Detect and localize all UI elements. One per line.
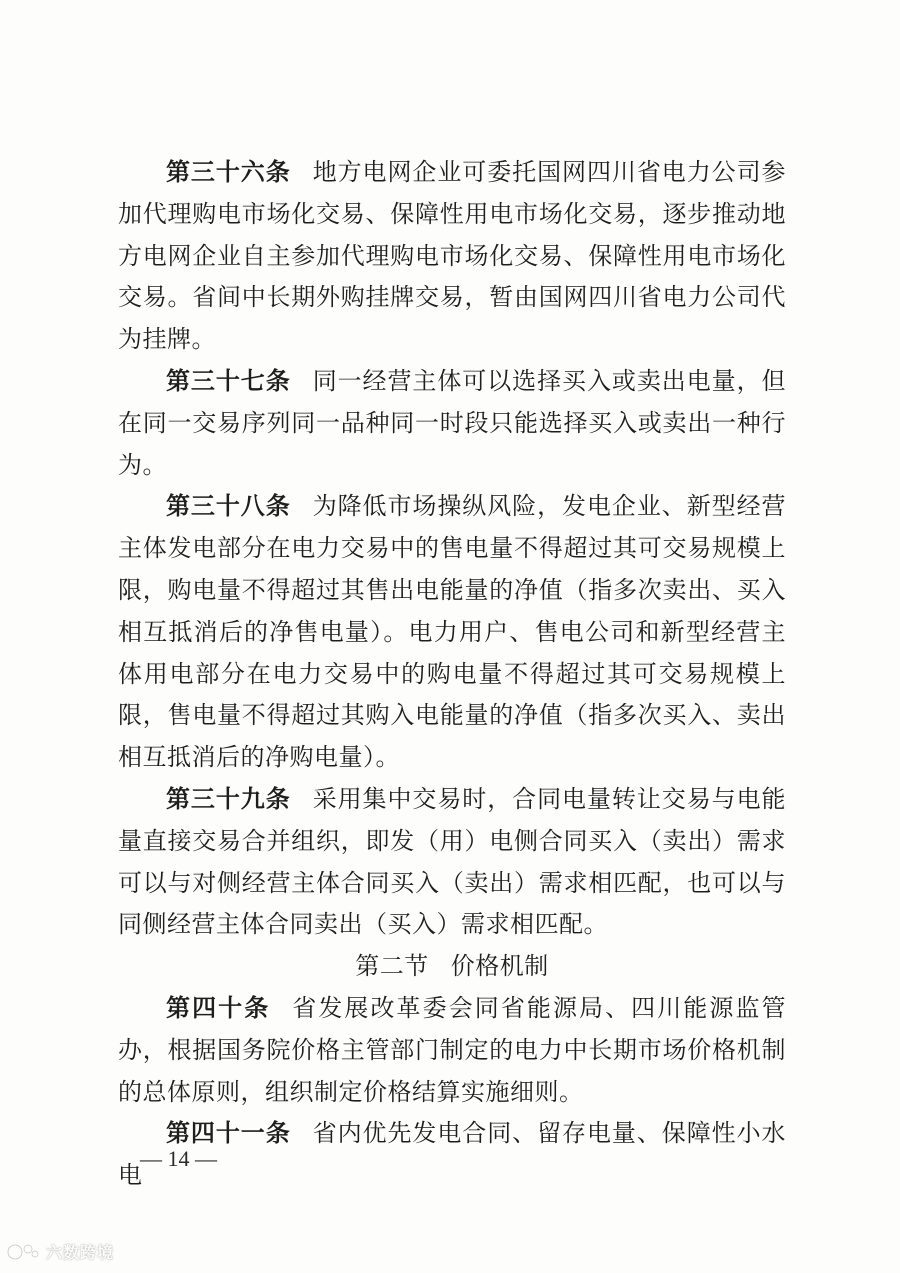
page-number: — 14 — [140, 1146, 217, 1171]
article-39 [118, 779, 786, 946]
article-text: 采用集中交易时，合同电量转让交易与电能量直接交易合并组织，即发（用）电侧合同买入（卖出）需求可以与对侧经营主体合同买入（卖出）需求相匹配，也可以与同侧经营主体合同卖出（买入）需求相匹配。 [118, 784, 787, 939]
article-text: 地方电网企业可委托国网四川省电力公司参加代理购电市场化交易、保障性用电市场化交易，逐步推动地方电网企业自主参加代理购电市场化交易、保障性用电市场化交易。省间中长期外购挂牌交易，暂由国网四川省电力公司代为挂牌。 [118, 158, 787, 354]
article-label: 第三十七条 [166, 366, 291, 395]
section-title: 价格机制 [450, 952, 549, 981]
article-label: 第三十九条 [166, 784, 291, 813]
watermark-text: 六数跨境 [46, 1243, 115, 1262]
article-36 [118, 152, 786, 361]
watermark-logo-icon [6, 1242, 40, 1262]
watermark [6, 1240, 114, 1263]
article-label: 第四十条 [166, 993, 271, 1022]
article-40 [118, 988, 786, 1113]
article-label: 第四十一条 [166, 1119, 291, 1148]
document-body [118, 152, 786, 1197]
section-heading [118, 946, 786, 988]
section-number: 第二节 [355, 952, 429, 981]
article-text: 同一经营主体可以选择买入或卖出电量，但在同一交易序列同一品种同一时段只能选择买入或卖出一种行为。 [118, 366, 787, 479]
article-38 [118, 486, 786, 779]
article-text: 省发展改革委会同省能源局、四川能源监管办，根据国务院价格主管部门制定的电力中长期市场价格机制的总体原则，组织制定价格结算实施细则。 [118, 993, 787, 1106]
article-label: 第三十六条 [166, 158, 291, 186]
article-37 [118, 361, 786, 486]
article-label: 第三十八条 [166, 492, 291, 521]
article-text: 省内优先发电合同、留存电量、保障性小水电 [118, 1119, 787, 1190]
article-41 [118, 1113, 786, 1197]
article-text: 为降低市场操纵风险，发电企业、新型经营主体发电部分在电力交易中的售电量不得超过其可交易规模上限，购电量不得超过其售出电能量的净值（指多次卖出、买入相互抵消后的净售电量）。电力用户、售电公司和新型经营主体用电部分在电力交易中的购电量不得超过其可交易规模上限，售电量不得超过其购入电能量的净值（指多次买入、卖出相互抵消后的净购电量）。 [118, 492, 787, 772]
